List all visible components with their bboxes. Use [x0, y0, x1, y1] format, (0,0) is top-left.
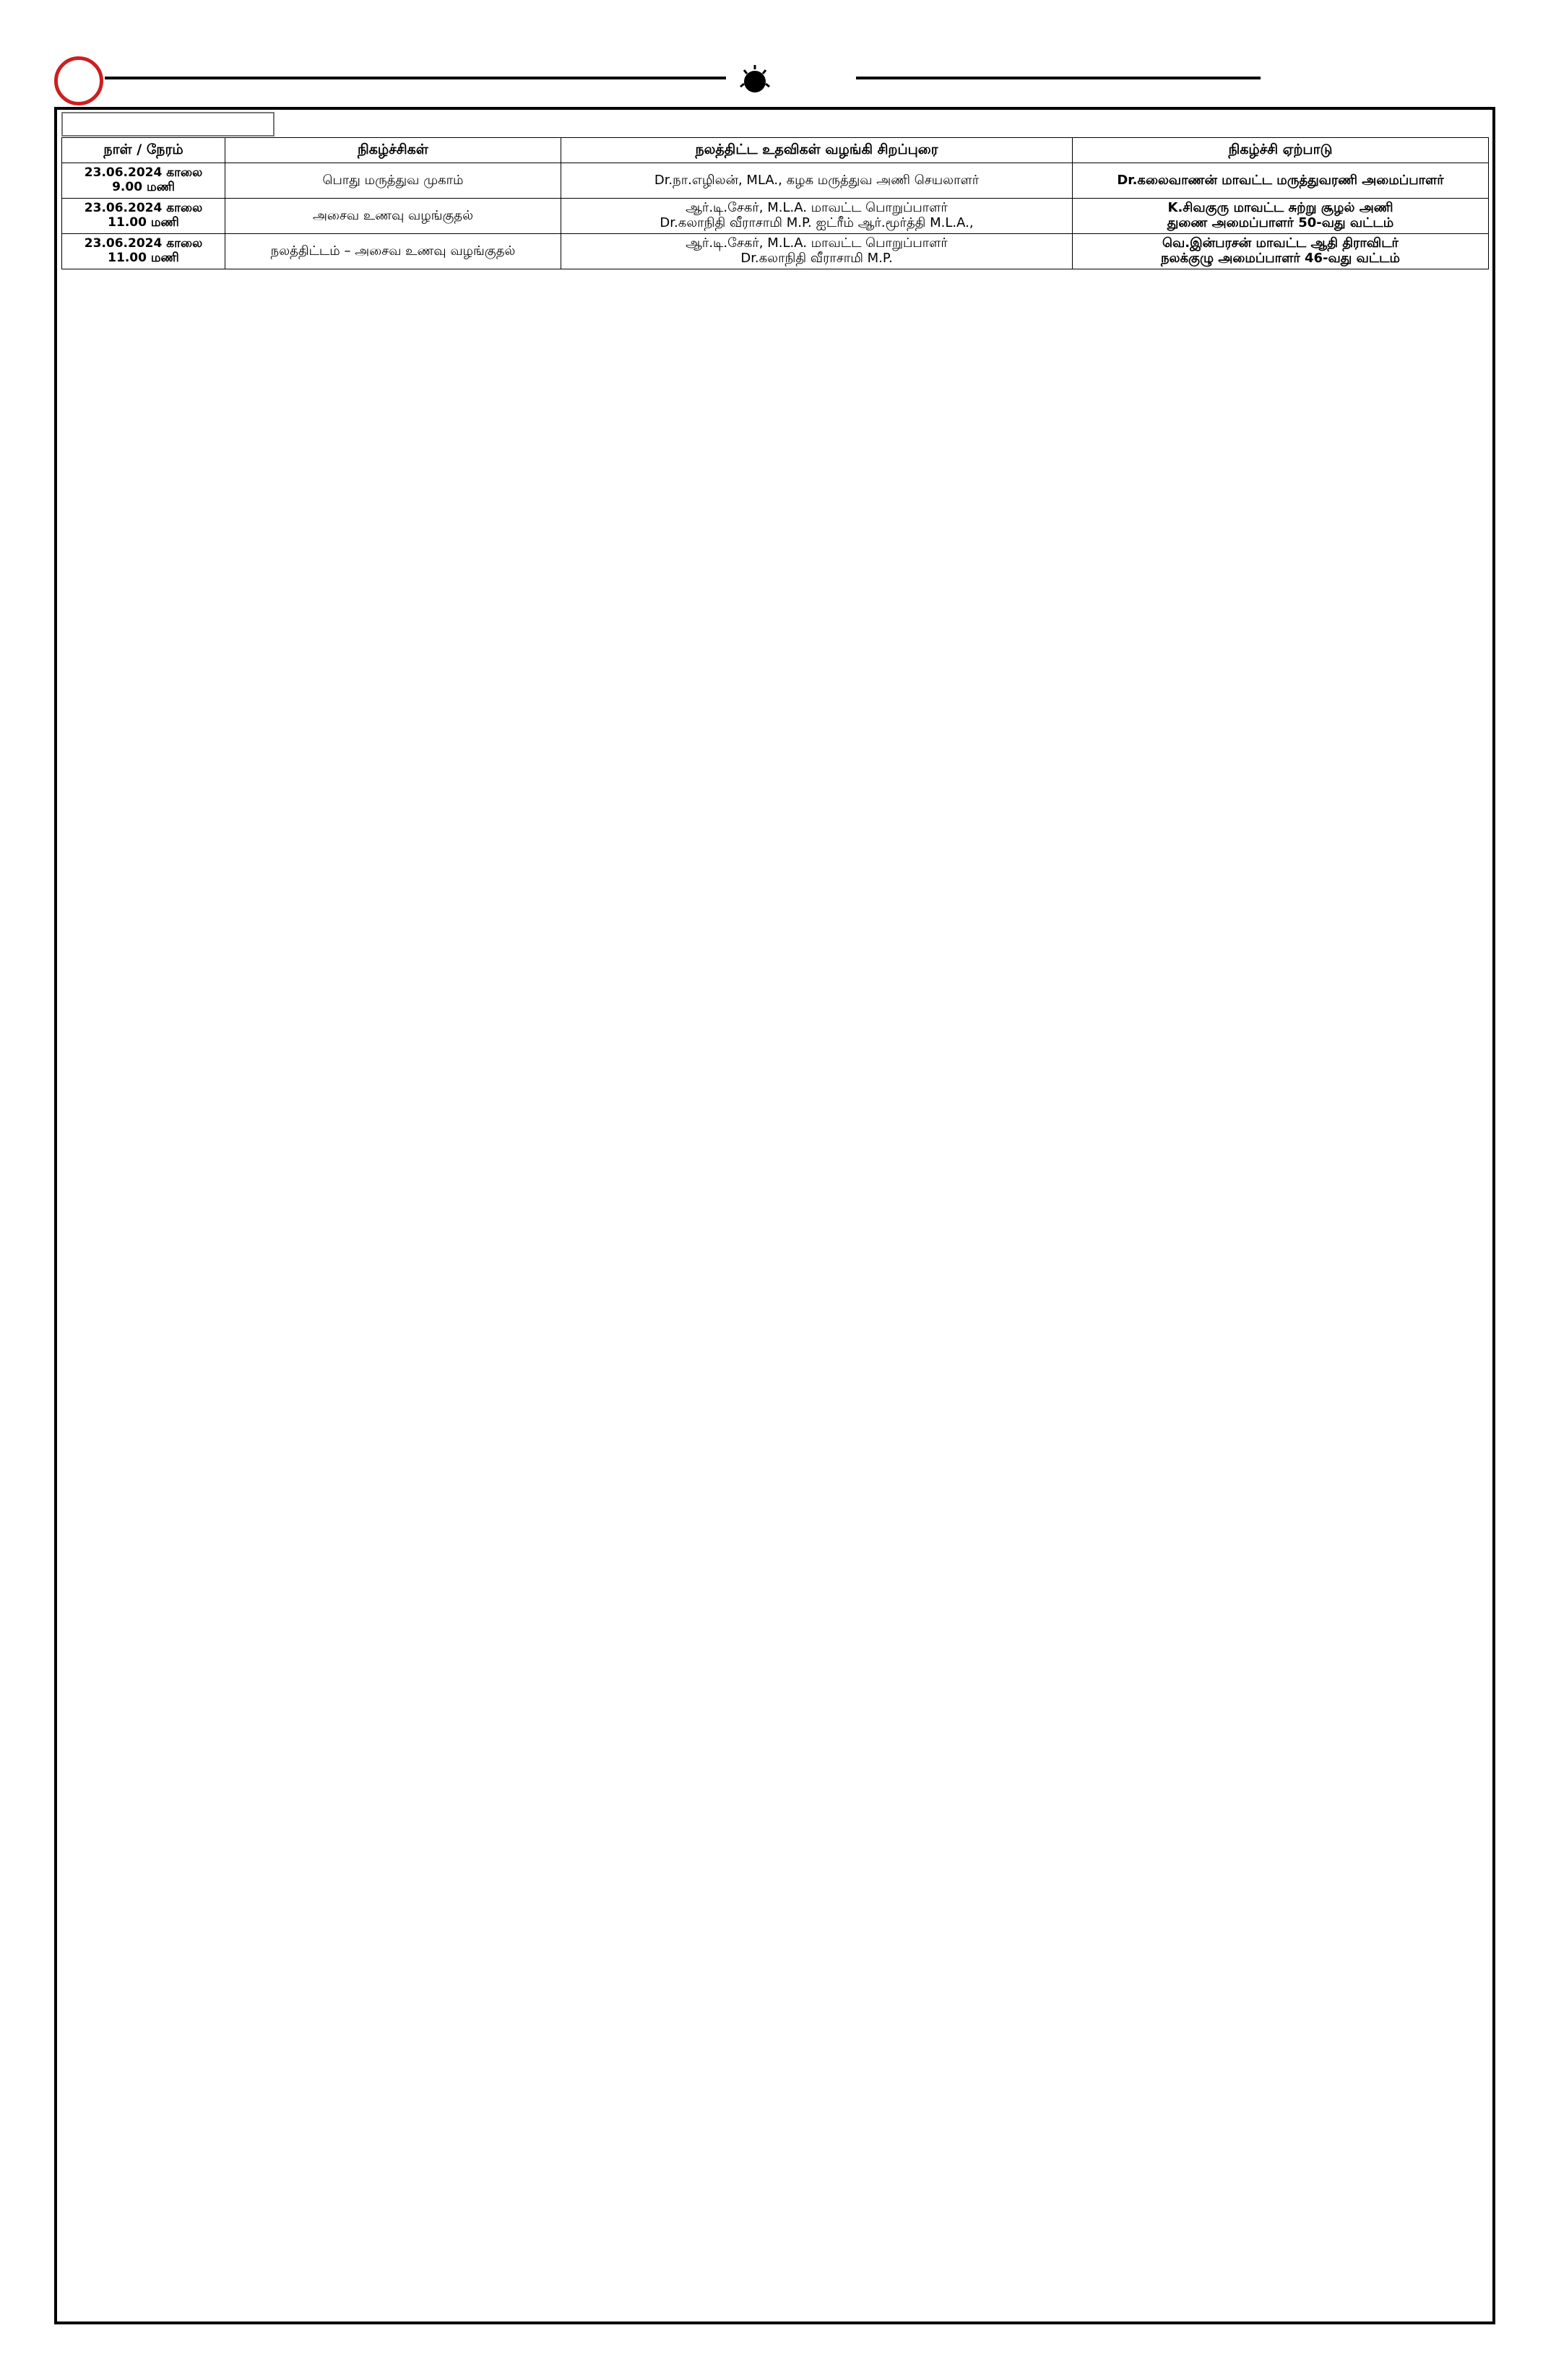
table-row: [62, 234, 1489, 269]
section-tag: [61, 112, 275, 137]
organizer-cell-line: நலக்குழு அமைப்பாளர் 46-வது வட்டம்: [1160, 251, 1400, 266]
chief-guest-cell-line: Dr.கலாநிதி வீராசாமி M.P.: [740, 251, 893, 266]
event-cell-line: நலத்திட்டம் – அசைவ உணவு வழங்குதல்: [270, 243, 516, 259]
chief-guest-cell: [561, 234, 1073, 269]
column-header-event: நிகழ்ச்சிகள்: [225, 138, 561, 163]
column-header-chief-guest: நலத்திட்ட உதவிகள் வழங்கி சிறப்புரை: [561, 138, 1073, 163]
rising-sun-emblem-icon: [737, 62, 773, 98]
chief-guest-cell-line: ஆர்.டி.சேகர், M.L.A. மாவட்ட பொறுப்பாளர்: [686, 235, 948, 251]
table-header-row: [62, 138, 1489, 163]
organizer-cell: [1073, 199, 1489, 234]
date-time-cell-line: 9.00 மணி: [112, 180, 175, 194]
date-time-cell: [62, 199, 225, 234]
table-row: [62, 163, 1489, 199]
table-row: [62, 199, 1489, 234]
circle-logo-icon: [54, 56, 103, 105]
organizer-cell: [1073, 234, 1489, 269]
date-time-cell-line: 23.06.2024 காலை: [84, 201, 203, 216]
date-time-cell: [62, 163, 225, 199]
table-body: [62, 163, 1489, 269]
organizer-cell-line: துணை அமைப்பாளர் 50-வது வட்டம்: [1167, 215, 1394, 230]
date-time-cell-line: 23.06.2024 காலை: [84, 236, 203, 251]
chief-guest-cell-line: Dr.கலாநிதி வீராசாமி M.P. ஐட்ரீம் ஆர்.மூர்த்தி M.L.A.,: [660, 215, 974, 230]
event-cell-line: பொது மருத்துவ முகாம்: [322, 172, 464, 188]
date-time-cell-line: 23.06.2024 காலை: [84, 165, 203, 181]
organizer-cell-line: வெ.இன்பரசன் மாவட்ட ஆதி திராவிடர்: [1162, 235, 1399, 251]
organizer-cell: [1073, 163, 1489, 199]
chief-guest-cell: [561, 199, 1073, 234]
chief-guest-cell-line: Dr.நா.எழிலன், MLA., கழக மருத்துவ அணி செயலாளர்: [654, 172, 980, 188]
chief-guest-cell: [561, 163, 1073, 199]
event-cell-line: அசைவ உணவு வழங்குதல்: [312, 207, 474, 223]
event-cell: [225, 199, 561, 234]
page-header: [54, 56, 1253, 100]
chief-guest-cell-line: ஆர்.டி.சேகர், M.L.A. மாவட்ட பொறுப்பாளர்: [686, 200, 948, 216]
event-schedule-table: [61, 137, 1489, 269]
event-cell: [225, 163, 561, 199]
page-frame: [54, 107, 1495, 2324]
header-rule-right: [856, 77, 1261, 79]
column-header-date: நாள் / நேரம்: [62, 138, 225, 163]
date-time-cell-line: 11.00 மணி: [108, 215, 179, 230]
header-rule-left: [105, 77, 726, 79]
column-header-organizer: நிகழ்ச்சி ஏற்பாடு: [1073, 138, 1489, 163]
organizer-cell-line: K.சிவகுரு மாவட்ட சுற்று சூழல் அணி: [1167, 200, 1393, 216]
date-time-cell: [62, 234, 225, 269]
event-cell: [225, 234, 561, 269]
organizer-cell-line: Dr.கலைவாணன் மாவட்ட மருத்துவரணி அமைப்பாளர்: [1117, 172, 1444, 188]
date-time-cell-line: 11.00 மணி: [108, 251, 179, 265]
